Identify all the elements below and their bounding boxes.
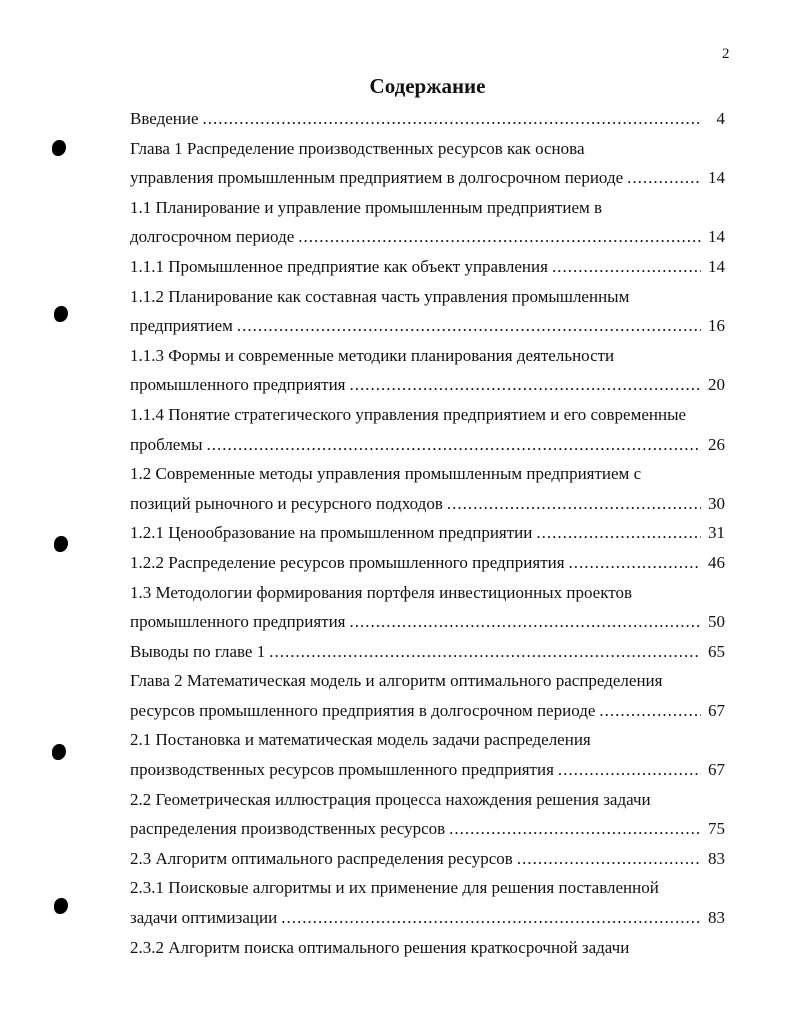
toc-entry-line [130, 814, 725, 844]
toc-dot-leader [517, 844, 701, 874]
toc-dot-leader [203, 104, 701, 134]
toc-entry-text: 2.1 Постановка и математическая модель задачи распределения [130, 730, 591, 750]
toc-entry-text: ресурсов промышленного предприятия в долгосрочном периоде [130, 700, 596, 720]
punch-hole-mark [54, 536, 68, 552]
toc-page-number: 14 [708, 256, 725, 276]
toc-entry-line [130, 459, 725, 489]
toc-entry-line [130, 755, 725, 785]
toc-entry-line [130, 400, 725, 430]
toc-entry-text: 1.1.3 Формы и современные методики планирования деятельности [130, 345, 615, 365]
toc-entry-text: промышленного предприятия [130, 612, 346, 632]
toc-entry [130, 578, 725, 637]
toc-entry [130, 785, 725, 844]
toc-entry-line [130, 222, 725, 252]
toc-entry-line [130, 489, 725, 519]
toc-entry-text: Введение [130, 109, 199, 128]
toc-dot-leader [599, 696, 701, 726]
toc-dot-leader [350, 370, 702, 400]
toc-entry-line [130, 104, 725, 134]
toc-entry-text: Выводы по главе 1 [130, 641, 266, 661]
toc-entry [130, 725, 725, 784]
toc-entry-line [130, 134, 725, 164]
toc-entry [130, 548, 725, 578]
toc-page-number: 14 [708, 168, 725, 188]
toc-dot-leader [207, 430, 701, 460]
toc-entry [130, 844, 725, 874]
toc-page-number: 4 [716, 109, 725, 128]
toc-entry-text: 2.2 Геометрическая иллюстрация процесса нахождения решения задачи [130, 789, 651, 809]
toc-entry-text: 1.1.1 Промышленное предприятие как объект управления [130, 256, 548, 276]
toc-entry [130, 193, 725, 252]
toc-entry [130, 282, 725, 341]
toc-entry-text: распределения производственных ресурсов [130, 819, 446, 839]
toc-entry-line [130, 548, 725, 578]
punch-hole-mark [54, 306, 68, 322]
toc-entry-line [130, 933, 725, 963]
toc-page-number: 16 [708, 316, 725, 336]
toc-dot-leader [552, 252, 701, 282]
toc-page-number: 26 [708, 434, 725, 454]
punch-hole-mark [52, 744, 66, 760]
toc-entry-text: производственных ресурсов промышленного предприятия [130, 760, 554, 780]
toc-entry-text: проблемы [130, 434, 203, 454]
toc-page-number: 67 [708, 760, 725, 780]
toc-entry-text: 1.1.2 Планирование как составная часть управления промышленным [130, 286, 630, 306]
toc-page-number: 75 [708, 819, 725, 839]
toc-dot-leader [536, 518, 701, 548]
toc-entry [130, 666, 725, 725]
page-title: Содержание [369, 74, 486, 98]
toc-entry-text: 1.3 Методологии формирования портфеля инвестиционных проектов [130, 582, 632, 602]
table-of-contents [130, 104, 725, 962]
toc-page-number: 14 [708, 227, 725, 247]
toc-dot-leader [627, 163, 701, 193]
toc-entry-text: Глава 1 Распределение производственных ресурсов как основа [130, 138, 585, 158]
toc-dot-leader [447, 489, 701, 519]
toc-dot-leader [298, 222, 701, 252]
toc-entry-line [130, 430, 725, 460]
toc-dot-leader [449, 814, 701, 844]
toc-entry-text: 1.2.2 Распределение ресурсов промышленного предприятия [130, 552, 565, 572]
toc-page-number: 50 [708, 612, 725, 632]
toc-entry [130, 933, 725, 963]
toc-entry-line [130, 252, 725, 282]
toc-entry [130, 459, 725, 518]
toc-entry-text: 1.1 Планирование и управление промышленным предприятием в [130, 197, 603, 217]
toc-entry-line [130, 578, 725, 608]
toc-entry [130, 400, 725, 459]
toc-entry-text: 1.1.4 Понятие стратегического управления предприятием и его современные [130, 404, 687, 424]
toc-entry-text: управления промышленным предприятием в долгосрочном периоде [130, 168, 624, 188]
toc-entry-line [130, 163, 725, 193]
toc-page-number: 31 [708, 523, 725, 543]
toc-dot-leader [281, 903, 701, 933]
toc-entry-line [130, 785, 725, 815]
toc-entry-text: 1.2 Современные методы управления промышленным предприятием с [130, 464, 642, 484]
toc-page-number: 46 [708, 552, 725, 572]
toc-entry-line [130, 193, 725, 223]
toc-entry [130, 252, 725, 282]
toc-entry-line [130, 341, 725, 371]
toc-page-number: 65 [708, 641, 725, 661]
toc-entry-line [130, 666, 725, 696]
toc-page-number: 20 [708, 375, 725, 395]
toc-entry-text: 2.3.1 Поисковые алгоритмы и их применение для решения поставленной [130, 878, 659, 898]
page-number: 2 [722, 46, 730, 62]
toc-dot-leader [237, 311, 701, 341]
toc-entry-text: промышленного предприятия [130, 375, 346, 395]
toc-entry-text: Глава 2 Математическая модель и алгоритм оптимального распределения [130, 671, 663, 691]
toc-entry-line [130, 725, 725, 755]
toc-entry-text: долгосрочном периоде [130, 227, 295, 247]
toc-entry-line [130, 637, 725, 667]
toc-entry [130, 518, 725, 548]
toc-entry [130, 341, 725, 400]
toc-entry [130, 873, 725, 932]
toc-entry [130, 637, 725, 667]
toc-dot-leader [558, 755, 701, 785]
toc-entry-line [130, 903, 725, 933]
toc-entry-line [130, 282, 725, 312]
toc-entry-line [130, 873, 725, 903]
toc-entry-text: 2.3 Алгоритм оптимального распределения ресурсов [130, 848, 513, 868]
toc-page-number: 67 [708, 700, 725, 720]
toc-dot-leader [269, 637, 701, 667]
toc-entry-line [130, 696, 725, 726]
toc-dot-leader [350, 607, 702, 637]
toc-dot-leader [569, 548, 701, 578]
toc-entry-line [130, 311, 725, 341]
toc-entry [130, 104, 725, 134]
toc-page-number: 83 [708, 848, 725, 868]
toc-page-number: 30 [708, 493, 725, 513]
toc-entry-line [130, 607, 725, 637]
toc-entry-text: 2.3.2 Алгоритм поиска оптимального решения краткосрочной задачи [130, 937, 630, 957]
toc-entry-line [130, 518, 725, 548]
toc-entry-text: задачи оптимизации [130, 908, 278, 928]
toc-entry-text: позиций рыночного и ресурсного подходов [130, 493, 443, 513]
punch-hole-mark [54, 898, 68, 914]
toc-entry-text: 1.2.1 Ценообразование на промышленном предприятии [130, 523, 533, 543]
punch-hole-mark [52, 140, 66, 156]
toc-entry-text: предприятием [130, 316, 233, 336]
toc-entry-line [130, 370, 725, 400]
toc-entry-line [130, 844, 725, 874]
toc-entry [130, 134, 725, 193]
toc-page-number: 83 [708, 908, 725, 928]
